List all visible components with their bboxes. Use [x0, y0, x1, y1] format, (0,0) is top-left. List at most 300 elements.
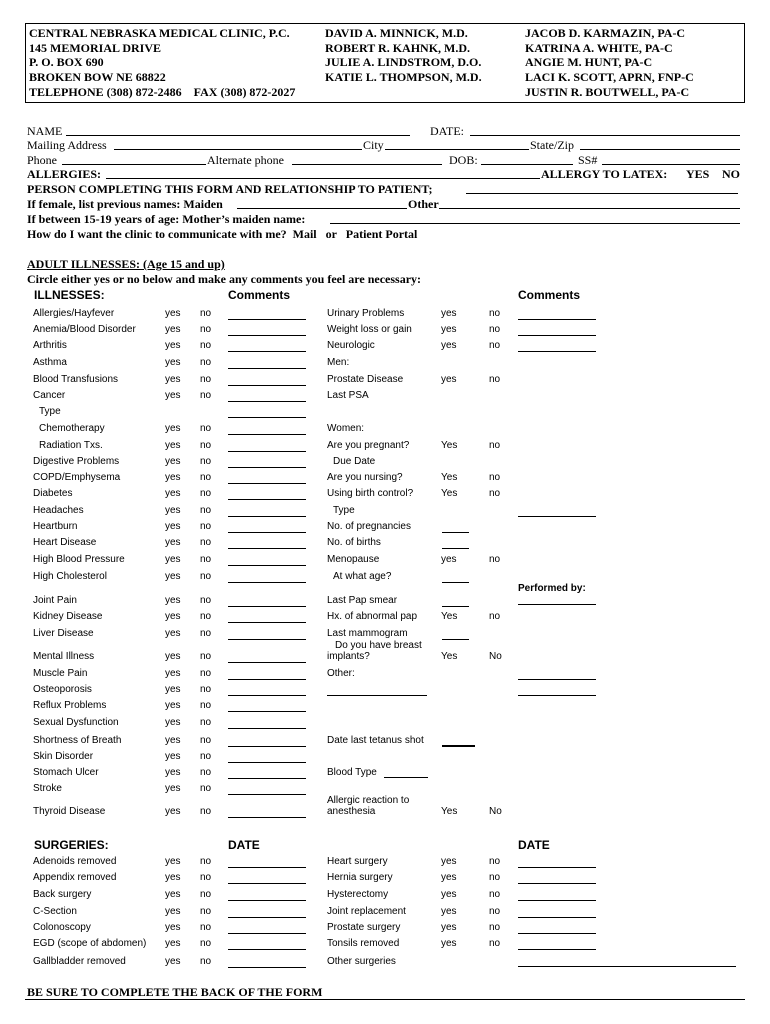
no-option[interactable]: no	[200, 806, 212, 817]
list-item	[333, 505, 533, 521]
item-label: C-Section	[33, 906, 77, 917]
no-option[interactable]: no	[200, 735, 212, 746]
mailing-address-field[interactable]	[114, 139, 362, 150]
performed-by-blank[interactable]	[518, 594, 596, 605]
item-label: Radiation Txs.	[39, 440, 103, 451]
state-zip-label: State/Zip	[530, 138, 574, 152]
comment-blank[interactable]	[228, 522, 306, 533]
yes-option[interactable]: yes	[165, 806, 181, 817]
adult-illnesses-instructions: Circle either yes or no below and make any comments you feel are necessary:	[27, 272, 422, 286]
last-pap-blank[interactable]	[442, 596, 469, 607]
comment-blank[interactable]	[228, 596, 306, 607]
yes-option[interactable]: yes	[165, 537, 181, 548]
item-label: Date last tetanus shot	[327, 735, 424, 746]
mothers-maiden-label: If between 15-19 years of age: Mother’s maiden name:	[27, 212, 306, 226]
comments-header: Comments	[228, 288, 291, 302]
item-label: Asthma	[33, 357, 67, 368]
back-of-form-notice: BE SURE TO COMPLETE THE BACK OF THE FORM	[27, 985, 323, 999]
comment-blank[interactable]	[228, 768, 306, 779]
date-blank[interactable]	[228, 907, 306, 918]
yes-option[interactable]: yes	[441, 889, 457, 900]
item-label: Tonsils removed	[327, 938, 400, 949]
item-label: Women:	[327, 423, 365, 434]
yes-option[interactable]: yes	[165, 956, 181, 967]
item-label: Allergic reaction to	[327, 795, 410, 806]
item-label: Last Pap smear	[327, 595, 398, 606]
comment-blank[interactable]	[228, 669, 306, 680]
person-completing-label: PERSON COMPLETING THIS FORM AND RELATIONSHIP TO PATIENT;	[27, 182, 433, 196]
phone-field[interactable]	[62, 154, 206, 165]
list-item	[327, 595, 527, 611]
item-label: Blood Transfusions	[33, 374, 119, 385]
no-option[interactable]: no	[200, 456, 212, 467]
no-option[interactable]: no	[200, 340, 212, 351]
item-label: Cancer	[33, 390, 66, 401]
yes-option[interactable]: yes	[441, 374, 457, 385]
no-option[interactable]: no	[200, 872, 212, 883]
comment-blank[interactable]	[228, 652, 306, 663]
other-names-label: Other	[408, 197, 439, 211]
phone-label: Phone	[27, 153, 57, 167]
comments-header-right: Comments	[518, 288, 581, 302]
yes-option[interactable]: yes	[165, 505, 181, 516]
clinic-street: 145 MEMORIAL DRIVE	[29, 40, 162, 55]
item-label: Back surgery	[33, 889, 92, 900]
person-completing-field[interactable]	[466, 183, 738, 194]
clinic-phone-fax: TELEPHONE (308) 872-2486 FAX (308) 872-2027	[29, 84, 296, 99]
no-option[interactable]: no	[489, 440, 501, 451]
yes-option[interactable]: Yes	[441, 440, 458, 451]
item-label: Blood Type	[327, 767, 377, 778]
no-option[interactable]: no	[200, 767, 212, 778]
item-label: Reflux Problems	[33, 700, 107, 711]
menopause-age-blank[interactable]	[442, 572, 469, 583]
yes-option[interactable]: yes	[441, 856, 457, 867]
yes-option[interactable]: yes	[165, 554, 181, 565]
yes-option[interactable]: yes	[165, 340, 181, 351]
no-option[interactable]: no	[200, 488, 212, 499]
men-header	[327, 357, 527, 373]
comment-blank[interactable]	[228, 407, 306, 418]
no-option[interactable]: no	[489, 340, 501, 351]
list-item	[327, 374, 607, 390]
yes-option[interactable]: yes	[165, 751, 181, 762]
yes-option[interactable]: yes	[165, 651, 181, 662]
comment-blank[interactable]	[228, 752, 306, 763]
item-label: High Cholesterol	[33, 571, 107, 582]
item-label: COPD/Emphysema	[33, 472, 121, 483]
no-option[interactable]: no	[200, 751, 212, 762]
comment-blank[interactable]	[228, 612, 306, 623]
comment-blank[interactable]	[518, 506, 596, 517]
comment-blank[interactable]	[228, 572, 306, 583]
item-label: Diabetes	[33, 488, 73, 499]
no-option[interactable]: no	[200, 889, 212, 900]
yes-option[interactable]: yes	[441, 906, 457, 917]
item-label: Osteoporosis	[33, 684, 92, 695]
yes-option[interactable]: yes	[165, 488, 181, 499]
no-option[interactable]: no	[489, 889, 501, 900]
no-option[interactable]: no	[200, 505, 212, 516]
clinic-address-block	[29, 26, 295, 100]
yes-option[interactable]: yes	[165, 595, 181, 606]
item-label: Heart surgery	[327, 856, 388, 867]
no-option[interactable]: no	[200, 472, 212, 483]
no-option[interactable]: no	[489, 324, 501, 335]
latex-allergy-label: ALLERGY TO LATEX:	[541, 167, 668, 181]
item-label: Are you pregnant?	[327, 440, 410, 451]
doctor-name: ROBERT R. KAHNK, M.D.	[325, 40, 471, 55]
item-label: Thyroid Disease	[33, 806, 106, 817]
comment-blank[interactable]	[228, 555, 306, 566]
list-item	[327, 390, 527, 406]
mothers-maiden-field[interactable]	[330, 213, 740, 224]
list-item	[327, 537, 527, 553]
yes-option[interactable]: Yes	[441, 611, 458, 622]
item-label: Hysterectomy	[327, 889, 389, 900]
item-label: Weight loss or gain	[327, 324, 412, 335]
yes-option[interactable]: yes	[165, 735, 181, 746]
yes-option[interactable]: yes	[165, 906, 181, 917]
list-item	[333, 571, 533, 587]
no-option[interactable]: no	[200, 628, 212, 639]
comment-blank[interactable]	[228, 701, 306, 712]
comment-blank[interactable]	[228, 538, 306, 549]
date-blank[interactable]	[518, 873, 596, 884]
comment-blank[interactable]	[228, 807, 306, 818]
yes-option[interactable]: yes	[165, 390, 181, 401]
yes-option[interactable]: yes	[165, 767, 181, 778]
item-label: Chemotherapy	[39, 423, 105, 434]
list-item	[327, 668, 527, 684]
item-label: Colonoscopy	[33, 922, 91, 933]
no-option[interactable]: no	[489, 922, 501, 933]
other-blank[interactable]	[327, 685, 427, 696]
alternate-phone-field[interactable]	[292, 154, 442, 165]
yes-option[interactable]: Yes	[441, 472, 458, 483]
dob-field[interactable]	[481, 154, 573, 165]
comment-blank[interactable]	[228, 375, 306, 386]
no-option[interactable]: no	[200, 651, 212, 662]
item-label: Other:	[327, 668, 355, 679]
provider-name: JUSTIN R. BOUTWELL, PA-C	[525, 84, 690, 99]
dob-label: DOB:	[449, 153, 478, 167]
no-option[interactable]: no	[200, 554, 212, 565]
list-item	[333, 456, 533, 472]
yes-option[interactable]: yes	[165, 611, 181, 622]
item-label: Last PSA	[327, 390, 369, 401]
no-option[interactable]: no	[200, 938, 212, 949]
list-item	[327, 472, 607, 488]
item-label: Stomach Ulcer	[33, 767, 99, 778]
item-label: High Blood Pressure	[33, 554, 125, 565]
comment-blank[interactable]	[518, 341, 596, 352]
comment-blank[interactable]	[228, 309, 306, 320]
yes-option[interactable]: Yes	[441, 651, 458, 662]
date-blank[interactable]	[518, 890, 596, 901]
clinic-city: BROKEN BOW NE 68822	[29, 70, 166, 85]
yes-option[interactable]: Yes	[441, 488, 458, 499]
no-option[interactable]: no	[200, 374, 212, 385]
no-option[interactable]: no	[489, 308, 501, 319]
date-blank[interactable]	[228, 923, 306, 934]
clinic-po-box: P. O. BOX 690	[29, 55, 104, 70]
yes-option[interactable]: yes	[165, 700, 181, 711]
item-label: Other surgeries	[327, 956, 396, 967]
yes-option[interactable]: yes	[165, 922, 181, 933]
comment-blank[interactable]	[228, 441, 306, 452]
no-option[interactable]: No	[489, 806, 502, 817]
item-label: Allergies/Hayfever	[33, 308, 115, 319]
date-header: DATE	[228, 838, 260, 852]
item-label: At what age?	[333, 571, 392, 582]
yes-option[interactable]: yes	[165, 308, 181, 319]
item-label: Adenoids removed	[33, 856, 117, 867]
no-option[interactable]: no	[200, 717, 212, 728]
provider-name: LACI K. SCOTT, APRN, FNP-C	[525, 70, 694, 85]
yes-option[interactable]: yes	[441, 308, 457, 319]
item-label: EGD (scope of abdomen)	[33, 938, 147, 949]
date-blank[interactable]	[518, 907, 596, 918]
date-label: DATE:	[430, 124, 464, 138]
item-label: Kidney Disease	[33, 611, 103, 622]
item-label: Muscle Pain	[33, 668, 88, 679]
no-option[interactable]: no	[489, 472, 501, 483]
item-label: Stroke	[33, 783, 62, 794]
clinic-name: CENTRAL NEBRASKA MEDICAL CLINIC, P.C.	[29, 26, 290, 40]
date-blank[interactable]	[228, 939, 306, 950]
city-field[interactable]	[385, 139, 529, 150]
yes-option[interactable]: yes	[165, 684, 181, 695]
comment-blank[interactable]	[228, 424, 306, 435]
yes-option[interactable]: yes	[441, 340, 457, 351]
yes-option[interactable]: yes	[165, 472, 181, 483]
city-label: City	[363, 138, 384, 152]
list-item	[327, 440, 607, 456]
yes-option[interactable]: yes	[165, 456, 181, 467]
yes-option[interactable]: yes	[165, 717, 181, 728]
no-option[interactable]: no	[200, 700, 212, 711]
blood-type-blank[interactable]	[384, 767, 428, 778]
comment-blank[interactable]	[228, 506, 306, 517]
yes-option[interactable]: yes	[441, 922, 457, 933]
item-label: Hx. of abnormal pap	[327, 611, 418, 622]
item-label: Skin Disorder	[33, 751, 94, 762]
item-label: Menopause	[327, 554, 380, 565]
other-surgeries-blank[interactable]	[518, 956, 736, 967]
item-label: No. of births	[327, 537, 381, 548]
latex-yes-option[interactable]: YES	[686, 167, 710, 181]
date-blank[interactable]	[518, 857, 596, 868]
item-label: Type	[39, 406, 61, 417]
latex-no-option[interactable]: NO	[722, 167, 740, 181]
item-label: Hernia surgery	[327, 872, 393, 883]
item-label: Digestive Problems	[33, 456, 120, 467]
no-option[interactable]: no	[489, 906, 501, 917]
item-label: Last mammogram	[327, 628, 408, 639]
date-blank[interactable]	[518, 939, 596, 950]
no-option[interactable]: no	[200, 440, 212, 451]
date-field[interactable]	[470, 125, 740, 136]
yes-option[interactable]: yes	[441, 554, 457, 565]
yes-option[interactable]: yes	[165, 357, 181, 368]
yes-option[interactable]: yes	[441, 938, 457, 949]
illnesses-header: ILLNESSES:	[34, 288, 105, 302]
comment-blank[interactable]	[518, 325, 596, 336]
item-label: Heart Disease	[33, 537, 97, 548]
allergies-label: ALLERGIES:	[27, 167, 102, 181]
comment-blank[interactable]	[228, 629, 306, 640]
other-names-field[interactable]	[439, 198, 740, 209]
maiden-name-field[interactable]	[237, 198, 407, 209]
item-label: Neurologic	[327, 340, 375, 351]
yes-option[interactable]: yes	[441, 324, 457, 335]
comment-blank[interactable]	[518, 669, 596, 680]
yes-option[interactable]: yes	[165, 856, 181, 867]
date-blank[interactable]	[228, 873, 306, 884]
performed-by-label: Performed by:	[518, 583, 586, 594]
doctor-name: KATIE L. THOMPSON, M.D.	[325, 70, 482, 85]
no-option[interactable]: no	[200, 595, 212, 606]
yes-option[interactable]: yes	[165, 889, 181, 900]
item-label: Do you have breast	[335, 640, 422, 651]
no-option[interactable]: no	[489, 938, 501, 949]
doctor-name: JULIE A. LINDSTROM, D.O.	[325, 55, 482, 70]
provider-name: JACOB D. KARMAZIN, PA-C	[525, 26, 686, 40]
yes-option[interactable]: yes	[165, 668, 181, 679]
no-option[interactable]: no	[489, 374, 501, 385]
footer-divider	[25, 999, 745, 1000]
no-option[interactable]: no	[200, 783, 212, 794]
no-option[interactable]: no	[200, 611, 212, 622]
yes-option[interactable]: yes	[441, 872, 457, 883]
ss-label: SS#	[578, 153, 598, 167]
no-option[interactable]: No	[489, 651, 502, 662]
item-label: Heartburn	[33, 521, 78, 532]
allergies-field[interactable]	[106, 168, 540, 179]
item-label: Are you nursing?	[327, 472, 403, 483]
no-option[interactable]: no	[200, 856, 212, 867]
yes-option[interactable]: yes	[165, 521, 181, 532]
yes-option[interactable]: Yes	[441, 806, 458, 817]
date-blank[interactable]	[228, 857, 306, 868]
list-item	[327, 611, 607, 627]
communication-preference[interactable]: How do I want the clinic to communicate with me? Mail or Patient Portal	[27, 227, 418, 241]
item-label: Joint Pain	[33, 595, 77, 606]
no-option[interactable]: no	[200, 668, 212, 679]
item-label: Sexual Dysfunction	[33, 717, 119, 728]
comment-blank[interactable]	[518, 309, 596, 320]
item-label: Anemia/Blood Disorder	[33, 324, 136, 335]
date-blank[interactable]	[518, 923, 596, 934]
comment-blank[interactable]	[228, 457, 306, 468]
item-label: Liver Disease	[33, 628, 94, 639]
comment-blank[interactable]	[228, 358, 306, 369]
yes-option[interactable]: yes	[165, 938, 181, 949]
mailing-address-label: Mailing Address	[27, 138, 107, 152]
yes-option[interactable]: yes	[165, 423, 181, 434]
date-blank[interactable]	[228, 957, 306, 968]
name-label: NAME	[27, 124, 63, 138]
yes-option[interactable]: yes	[165, 374, 181, 385]
comment-blank[interactable]	[228, 473, 306, 484]
no-option[interactable]: no	[200, 571, 212, 582]
item-label: Headaches	[33, 505, 84, 516]
comment-blank[interactable]	[228, 685, 306, 696]
yes-option[interactable]: yes	[165, 783, 181, 794]
yes-option[interactable]: yes	[165, 872, 181, 883]
mammogram-blank[interactable]	[442, 629, 469, 640]
no-option[interactable]: no	[200, 521, 212, 532]
yes-option[interactable]: yes	[165, 324, 181, 335]
item-label: Gallbladder removed	[33, 956, 126, 967]
no-option[interactable]: no	[200, 324, 212, 335]
item-label: Using birth control?	[327, 488, 414, 499]
date-header-right: DATE	[518, 838, 550, 852]
comment-blank[interactable]	[518, 685, 596, 696]
surgeries-header: SURGERIES:	[34, 838, 109, 852]
item-label: Joint replacement	[327, 906, 406, 917]
no-option[interactable]: no	[200, 308, 212, 319]
yes-option[interactable]: yes	[165, 628, 181, 639]
no-option[interactable]: no	[200, 956, 212, 967]
list-item	[327, 806, 607, 822]
no-option[interactable]: no	[489, 611, 501, 622]
no-option[interactable]: no	[200, 922, 212, 933]
no-option[interactable]: no	[489, 872, 501, 883]
comment-blank[interactable]	[228, 718, 306, 729]
women-header	[327, 423, 527, 439]
comment-blank[interactable]	[228, 736, 306, 747]
comment-blank[interactable]	[228, 341, 306, 352]
comment-blank[interactable]	[228, 489, 306, 500]
list-item	[327, 651, 607, 667]
yes-option[interactable]: yes	[165, 571, 181, 582]
previous-names-label: If female, list previous names: Maiden	[27, 197, 223, 211]
list-item	[327, 521, 527, 537]
ss-field[interactable]	[602, 154, 740, 165]
births-blank[interactable]	[442, 538, 469, 549]
list-item	[327, 735, 527, 751]
item-label: Type	[333, 505, 355, 516]
no-option[interactable]: no	[200, 390, 212, 401]
no-option[interactable]: no	[200, 537, 212, 548]
no-option[interactable]: no	[200, 684, 212, 695]
comment-blank[interactable]	[228, 784, 306, 795]
item-label: Mental Illness	[33, 651, 95, 662]
item-label: Prostate surgery	[327, 922, 401, 933]
item-label: Arthritis	[33, 340, 67, 351]
item-label: Prostate Disease	[327, 374, 404, 385]
state-zip-field[interactable]	[580, 139, 740, 150]
no-option[interactable]: no	[200, 423, 212, 434]
item-label: Urinary Problems	[327, 308, 405, 319]
comment-blank[interactable]	[228, 391, 306, 402]
no-option[interactable]: no	[200, 357, 212, 368]
no-option[interactable]: no	[489, 856, 501, 867]
yes-option[interactable]: yes	[165, 440, 181, 451]
item-label: Men:	[327, 357, 350, 368]
no-option[interactable]: no	[489, 554, 501, 565]
tetanus-blank[interactable]	[442, 735, 475, 747]
providers-list	[525, 26, 694, 100]
date-blank[interactable]	[228, 890, 306, 901]
no-option[interactable]: no	[200, 906, 212, 917]
name-field[interactable]	[66, 125, 410, 136]
comment-blank[interactable]	[228, 325, 306, 336]
pregnancies-blank[interactable]	[442, 522, 469, 533]
no-option[interactable]: no	[489, 488, 501, 499]
